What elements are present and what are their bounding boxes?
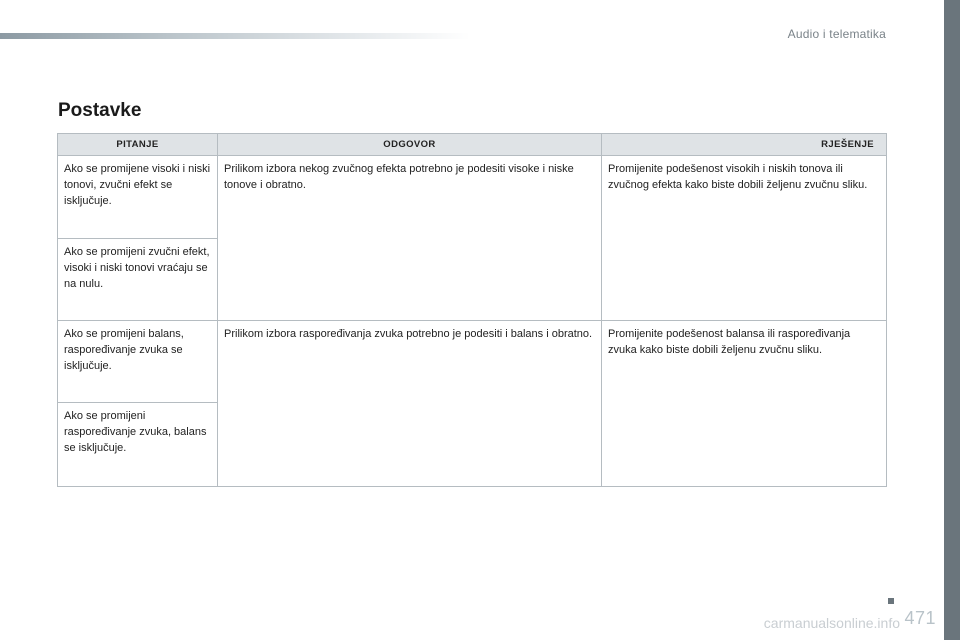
- column-header-solution: RJEŠENJE: [602, 134, 887, 156]
- question-cell: Ako se promijeni raspoređivanje zvuka, balans se isključuje.: [58, 403, 218, 487]
- page-number: 471: [904, 608, 936, 628]
- column-header-question: PITANJE: [58, 134, 218, 156]
- answer-cell: Prilikom izbora raspoređivanja zvuka potrebno je podesiti i balans i obratno.: [218, 321, 602, 487]
- page-title: Postavke: [58, 100, 142, 121]
- table-row: [58, 321, 887, 403]
- footer-square-mark: [888, 598, 894, 604]
- table-header-row: [58, 134, 887, 156]
- solution-cell: Promijenite podešenost visokih i niskih tonova ili zvučnog efekta kako biste dobili željenu zvučnu sliku.: [602, 156, 887, 321]
- page-edge-bar: [944, 0, 960, 640]
- question-cell: Ako se promijeni zvučni efekt, visoki i niski tonovi vraćaju se na nulu.: [58, 239, 218, 321]
- answer-cell: Prilikom izbora nekog zvučnog efekta potrebno je podesiti visoke i niske tonove i obratno.: [218, 156, 602, 321]
- section-header: Audio i telematika: [787, 27, 886, 41]
- column-header-answer: ODGOVOR: [218, 134, 602, 156]
- solution-cell: Promijenite podešenost balansa ili raspoređivanja zvuka kako biste dobili željenu zvučnu sliku.: [602, 321, 887, 487]
- watermark-text: carmanualsonline.info: [763, 615, 900, 631]
- table-row: [58, 156, 887, 239]
- question-cell: Ako se promijeni balans, raspoređivanje zvuka se isključuje.: [58, 321, 218, 403]
- question-cell: Ako se promijene visoki i niski tonovi, zvučni efekt se isključuje.: [58, 156, 218, 239]
- troubleshooting-table: [57, 133, 887, 487]
- header-gradient-bar: [0, 33, 470, 39]
